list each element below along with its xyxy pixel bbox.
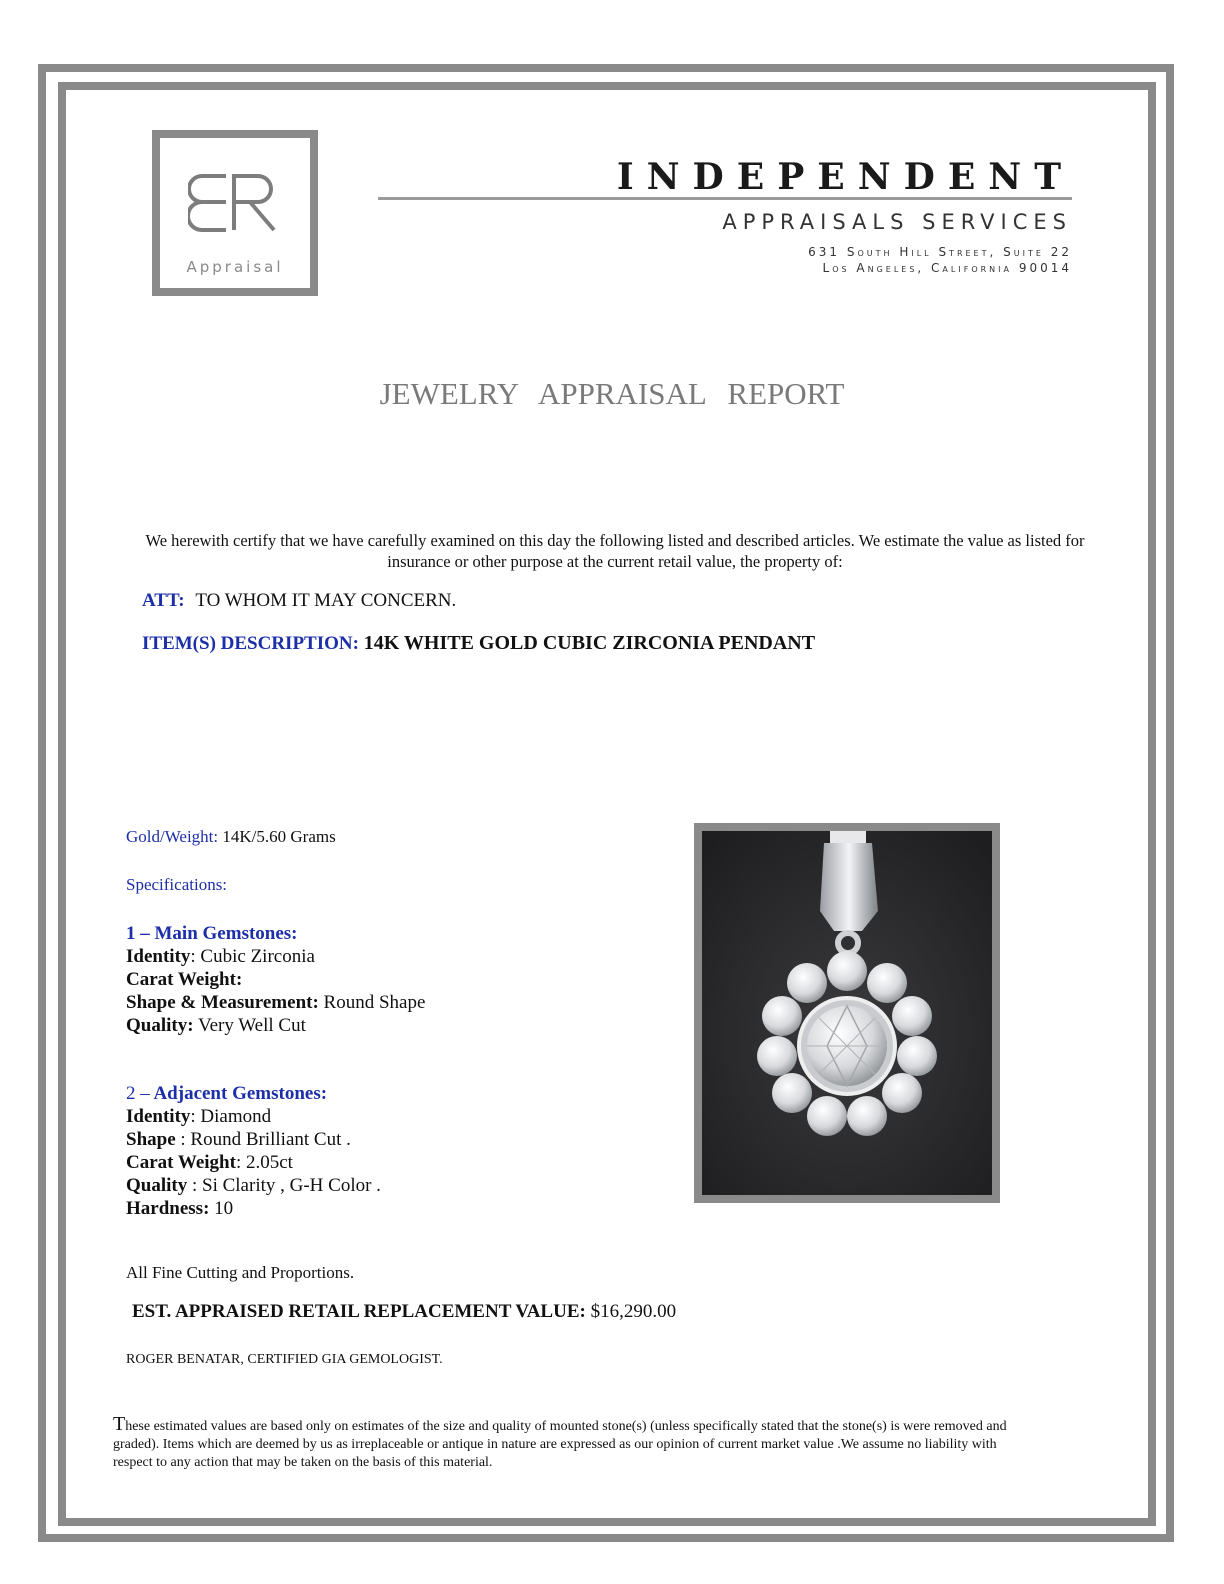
adjacent-hardness (126, 1197, 381, 1220)
adjacent-shape-value: : Round Brilliant Cut . (175, 1129, 351, 1150)
item-value: 14K WHITE GOLD CUBIC ZIRCONIA PENDANT (363, 632, 816, 654)
att-label: ATT: (142, 590, 185, 611)
gold-value: 14K/5.60 Grams (222, 827, 336, 846)
main-gemstones (126, 922, 425, 1037)
gold-weight (126, 827, 336, 847)
specifications-label: Specifications: (126, 875, 228, 894)
main-shape-value: Round Shape (318, 992, 426, 1013)
adjacent-gemstones-header (126, 1082, 381, 1105)
disclaimer-first-letter: T (113, 1413, 126, 1435)
main-gemstones-header: 1 – Main Gemstones: (126, 923, 298, 944)
adjacent-carat-label: Carat Weight (126, 1152, 236, 1173)
logo-monogram (188, 168, 288, 238)
brand-subtitle: APPRAISALS SERVICES (722, 210, 1072, 234)
adjacent-header-num: 2 – (126, 1083, 150, 1104)
main-identity-value: : Cubic Zirconia (190, 946, 315, 967)
adjacent-header-text: Adjacent Gemstones: (149, 1083, 328, 1104)
logo (152, 130, 318, 296)
main-quality (126, 1014, 425, 1037)
estimated-value (132, 1301, 676, 1323)
main-quality-label: Quality: (126, 1015, 194, 1036)
att-line (142, 590, 456, 612)
adjacent-identity-label: Identity (126, 1106, 191, 1127)
report-title: JEWELRY APPRAISAL REPORT (379, 376, 845, 411)
adjacent-gemstones (126, 1082, 381, 1220)
address-line-1: 631 South Hill Street, Suite 22 (808, 245, 1072, 259)
adjacent-hardness-label: Hardness: (126, 1198, 210, 1219)
main-carat (126, 968, 425, 991)
disclaimer-text: hese estimated values are based only on estimates of the size and quality of mounted stone(s) (unless specifically stated that the stone(s) is were removed and graded). Items which are deemed by us as irreplaceable or antique in nature are expressed as our opinion of current market value .We assume no liability with respect to any action that may be taken on the basis of this material. (113, 1419, 1007, 1470)
est-label: EST. APPRAISED RETAIL REPLACEMENT VALUE: (132, 1301, 586, 1322)
main-shape (126, 991, 425, 1014)
main-quality-value: Very Well Cut (193, 1015, 306, 1036)
item-label: ITEM(S) DESCRIPTION: (142, 633, 359, 654)
gold-label: Gold/Weight: (126, 827, 219, 846)
br-monogram-icon (188, 168, 288, 238)
att-value: TO WHOM IT MAY CONCERN. (195, 590, 457, 611)
pendant-image-icon (702, 831, 992, 1195)
adjacent-shape-label: Shape (126, 1129, 176, 1150)
adjacent-identity (126, 1105, 381, 1128)
adjacent-carat-value: : 2.05ct (235, 1152, 293, 1173)
pendant-photo (694, 823, 1000, 1203)
disclaimer (113, 1415, 1023, 1472)
fine-cutting-note: All Fine Cutting and Proportions. (126, 1263, 355, 1282)
main-identity-label: Identity (126, 946, 191, 967)
certification-text: We herewith certify that we have carefully examined on this day the following listed and described articles. We estimate the value as listed for insurance or other purpose at the current retail value, the property of: (145, 531, 1085, 571)
address-line-2: Los Angeles, California 90014 (822, 261, 1072, 275)
main-identity (126, 945, 425, 968)
item-description (142, 632, 815, 655)
logo-word: Appraisal (186, 258, 284, 276)
est-value: $16,290.00 (590, 1301, 677, 1322)
adjacent-quality-value: : Si Clarity , G-H Color . (187, 1175, 381, 1196)
main-shape-label: Shape & Measurement: (126, 992, 319, 1013)
adjacent-quality-label: Quality (126, 1175, 188, 1196)
adjacent-hardness-value: 10 (209, 1198, 234, 1219)
brand-name: INDEPENDENT (616, 156, 1074, 198)
gemologist-signature: ROGER BENATAR, CERTIFIED GIA GEMOLOGIST. (126, 1352, 443, 1367)
main-carat-label: Carat Weight: (126, 969, 243, 990)
adjacent-quality (126, 1174, 381, 1197)
adjacent-carat (126, 1151, 381, 1174)
adjacent-shape (126, 1128, 381, 1151)
adjacent-identity-value: : Diamond (190, 1106, 272, 1127)
